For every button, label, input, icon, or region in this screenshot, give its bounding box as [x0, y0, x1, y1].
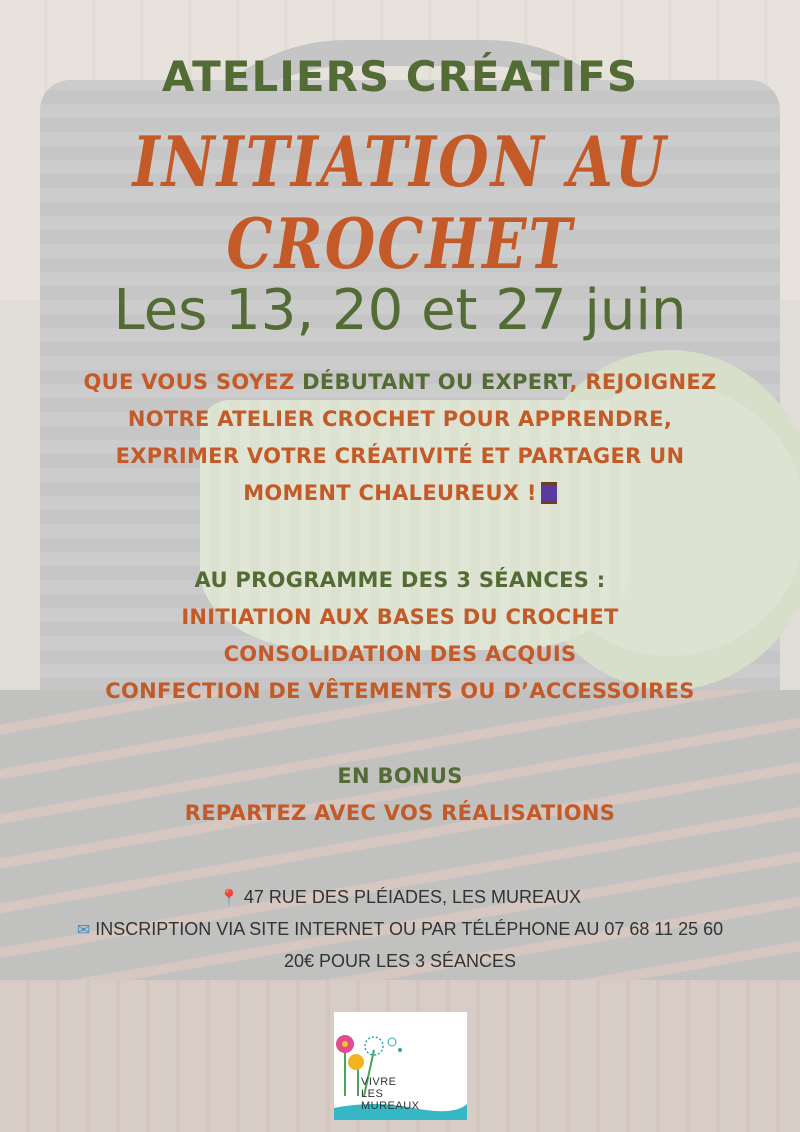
practical-info — [0, 882, 800, 976]
logo-text-line: VIVRE — [361, 1076, 397, 1088]
bonus-heading: EN BONUS — [337, 764, 463, 788]
intro-text: , REJOIGNEZ — [569, 370, 717, 394]
thread-spool-icon — [541, 482, 557, 504]
vivre-les-mureaux-logo — [334, 1012, 467, 1120]
bonus-text: REPARTEZ AVEC VOS RÉALISATIONS — [184, 801, 616, 825]
logo-text-line: MUREAUX — [361, 1100, 420, 1112]
intro-line: MOMENT CHALEUREUX ! — [243, 481, 537, 505]
programme-section — [0, 562, 800, 710]
intro-highlight: DÉBUTANT OU EXPERT — [302, 370, 570, 394]
intro-text: QUE VOUS SOYEZ — [83, 370, 303, 394]
page-title: INITIATION AU CROCHET — [132, 121, 668, 285]
logo-text-line: LES — [361, 1088, 384, 1100]
pin-icon: 📍 — [218, 890, 239, 907]
programme-item: INITIATION AUX BASES DU CROCHET — [181, 605, 619, 629]
programme-item: CONFECTION DE VÊTEMENTS OU D’ACCESSOIRES — [105, 679, 695, 703]
price-text: 20€ POUR LES 3 SÉANCES — [283, 951, 517, 971]
inscription-text: INSCRIPTION VIA SITE INTERNET OU PAR TÉLÉPHONE AU 07 68 11 25 60 — [95, 919, 724, 939]
ateliers-heading: ATELIERS CRÉATIFS — [161, 52, 639, 101]
intro-paragraph — [0, 364, 800, 512]
envelope-icon: ✉ — [76, 922, 91, 939]
intro-line: NOTRE ATELIER CROCHET POUR APPRENDRE, — [127, 407, 673, 431]
programme-heading: AU PROGRAMME DES 3 SÉANCES : — [194, 568, 606, 592]
dates-heading: Les 13, 20 et 27 juin — [113, 278, 687, 343]
address-text: 47 RUE DES PLÉIADES, LES MUREAUX — [243, 887, 582, 907]
bonus-section — [0, 758, 800, 832]
logo-text — [361, 1076, 420, 1112]
programme-item: CONSOLIDATION DES ACQUIS — [223, 642, 577, 666]
intro-line: EXPRIMER VOTRE CRÉATIVITÉ ET PARTAGER UN — [115, 444, 685, 468]
